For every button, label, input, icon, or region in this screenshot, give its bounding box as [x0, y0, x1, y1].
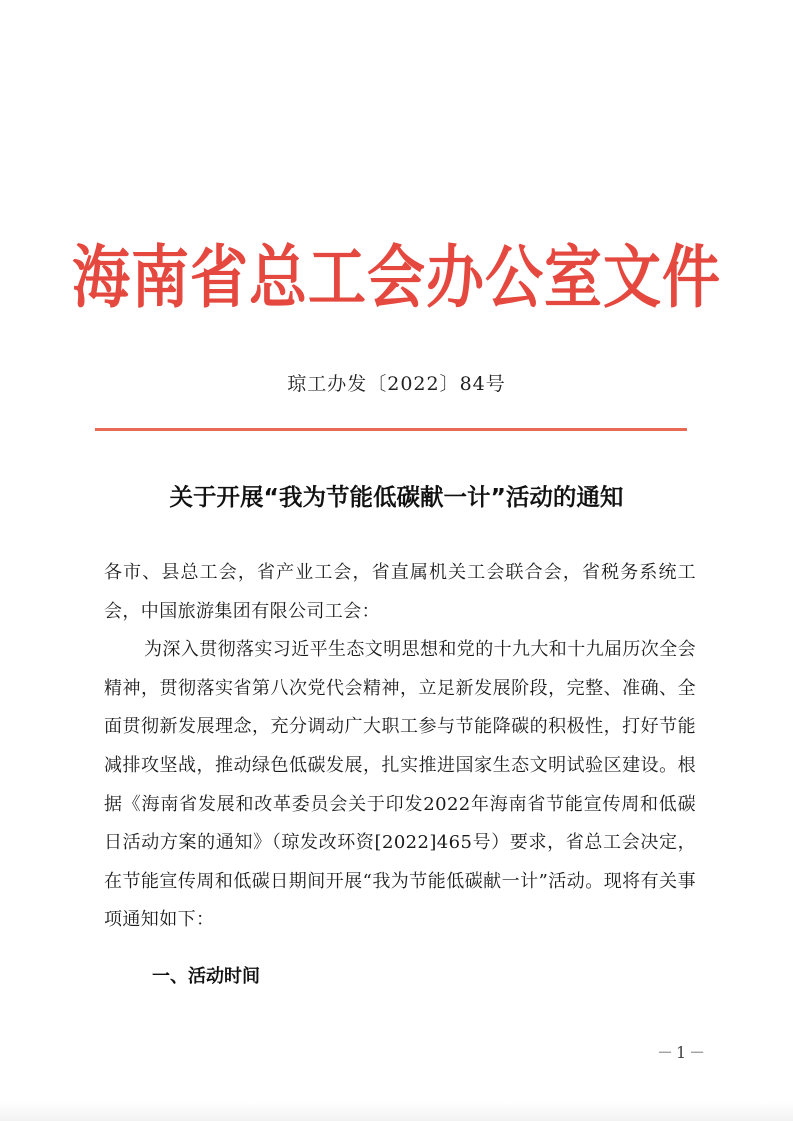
- document-number: 琼工办发〔2022〕84号: [287, 373, 506, 395]
- body-paragraph-1: 为深入贯彻落实习近平生态文明思想和党的十九大和十九届历次全会精神，贯彻落实省第八次党代会精神，立足新发展阶段，完整、准确、全面贯彻新发展理念，充分调动广大职工参与节能降碳的积极性，打好节能减排攻坚战，推动绿色低碳发展，扎实推进国家生态文明试验区建设。根据《海南省发展和改革委员会关于印发2022年海南省节能宣传周和低碳日活动方案的通知》（琼发改环资[2022]465号）要求，省总工会决定，在节能宣传周和低碳日期间开展“我为节能低碳献一计”活动。现将有关事项通知如下：: [104, 639, 696, 931]
- document-masthead: 海南省总工会办公室文件: [71, 237, 721, 318]
- page-number: －1－: [657, 1043, 709, 1062]
- scan-bottom-edge: [0, 1102, 793, 1121]
- section-heading-activity-time: 一、活动时间: [152, 966, 260, 987]
- document-body: [104, 554, 696, 940]
- red-divider-line: [95, 428, 687, 431]
- recipients-paragraph: 各市、县总工会，省产业工会，省直属机关工会联合会，省税务系统工会，中国旅游集团有限公司工会：: [104, 562, 696, 622]
- document-title: 关于开展“我为节能低碳献一计”活动的通知: [169, 483, 624, 511]
